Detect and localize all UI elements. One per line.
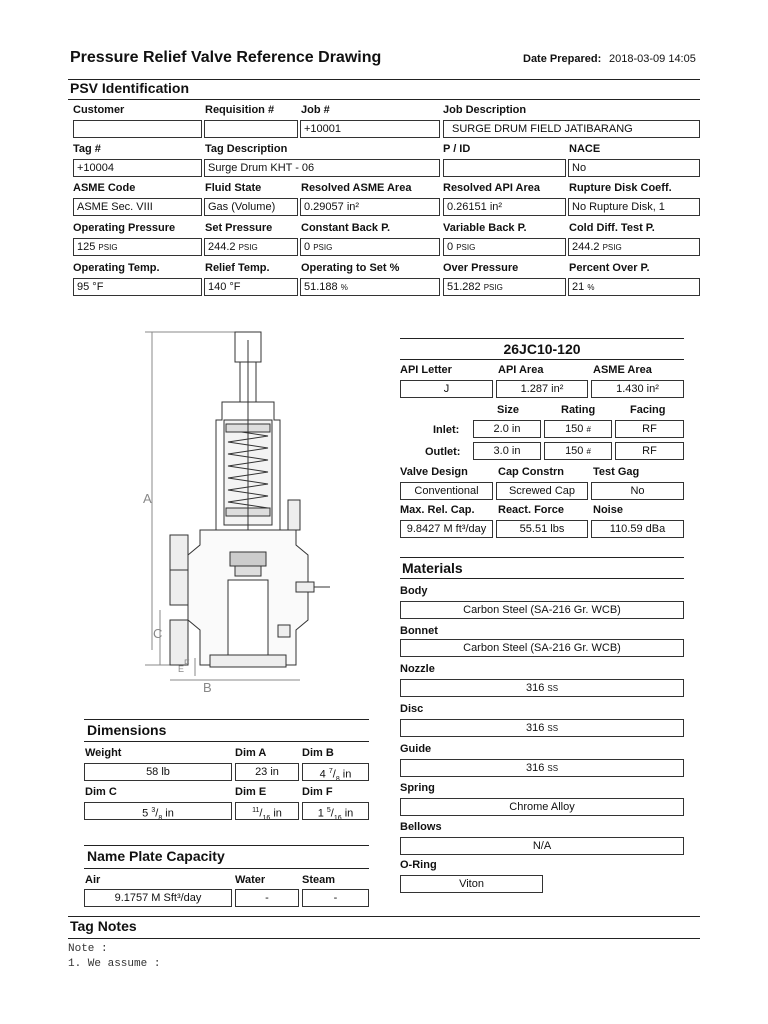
air-label: Air	[85, 874, 101, 886]
valve-drawing	[140, 320, 390, 700]
inlet-facing: RF	[615, 420, 684, 438]
job-description-label: Job Description	[443, 104, 527, 116]
divider	[84, 719, 369, 720]
over-pressure-field: 51.282 PSIG	[443, 278, 566, 296]
disc-label: Disc	[400, 703, 424, 715]
api-area-label: Resolved API Area	[443, 182, 541, 194]
weight-field: 58 lb	[84, 763, 232, 781]
divider	[400, 359, 684, 360]
fluid-state-field: Gas (Volume)	[204, 198, 298, 216]
oring-label: O-Ring	[400, 859, 437, 871]
weight-label: Weight	[85, 747, 122, 759]
dim-c-field: 5 $^3/_8$ in	[84, 802, 232, 820]
dim-f-marker: F	[184, 658, 190, 668]
test-gag-label: Test Gag	[593, 466, 640, 478]
cap-construction-label: Cap Constrn	[498, 466, 564, 478]
requisition-field	[204, 120, 298, 138]
valve-model: 26JC10-120	[503, 341, 581, 357]
constant-back-pressure-field: 0 PSIG	[300, 238, 440, 256]
dim-e-field: $^{11}/_{16}$ in	[235, 802, 299, 820]
inlet-size: 2.0 in	[473, 420, 541, 438]
set-pressure-field: 244.2 PSIG	[204, 238, 298, 256]
nameplate-title: Name Plate Capacity	[87, 848, 225, 864]
steam-label: Steam	[302, 874, 336, 886]
bonnet-material-field: Carbon Steel (SA-216 Gr. WCB)	[400, 639, 684, 657]
api-area-field-spec: 1.287 in²	[496, 380, 588, 398]
divider	[68, 916, 700, 917]
percent-over-field: 21 %	[568, 278, 700, 296]
dimensions-title: Dimensions	[87, 722, 167, 738]
disc-material-field: 316 SS	[400, 719, 684, 737]
noise-field: 110.59 dBa	[591, 520, 684, 538]
guide-label: Guide	[400, 743, 432, 755]
operating-pressure-field: 125 PSIG	[73, 238, 202, 256]
tag-description-field: Surge Drum KHT - 06	[204, 159, 440, 177]
operating-to-set-field: 51.188 %	[300, 278, 440, 296]
rupture-disk-field: No Rupture Disk, 1	[568, 198, 700, 216]
asme-area-spec-label: ASME Area	[593, 364, 652, 376]
divider	[400, 338, 684, 339]
bonnet-label: Bonnet	[400, 625, 438, 637]
body-label: Body	[400, 585, 428, 597]
air-capacity-field: 9.1757 M Sft³/day	[84, 889, 232, 907]
cold-diff-test-field: 244.2 PSIG	[568, 238, 700, 256]
dim-e-label: Dim E	[235, 786, 267, 798]
dim-a-field: 23 in	[235, 763, 299, 781]
relief-temp-field: 140 °F	[204, 278, 298, 296]
inlet-rating: 150 #	[544, 420, 612, 438]
note-line-2: 1. We assume :	[68, 958, 161, 970]
page-title: Pressure Relief Valve Reference Drawing	[70, 49, 382, 66]
requisition-label: Requisition #	[205, 104, 275, 116]
pid-field	[443, 159, 566, 177]
materials-title: Materials	[402, 560, 463, 576]
bellows-material-field: N/A	[400, 837, 684, 855]
date-value: 2018-03-09 14:05	[609, 53, 696, 65]
tag-description-label: Tag Description	[205, 143, 288, 155]
rating-label: Rating	[561, 404, 596, 416]
reaction-force-label: React. Force	[498, 504, 565, 516]
job-description-field: SURGE DRUM FIELD JATIBARANG	[443, 120, 700, 138]
spring-label: Spring	[400, 782, 435, 794]
divider	[84, 741, 369, 742]
nozzle-label: Nozzle	[400, 663, 435, 675]
nozzle-material-field: 316 SS	[400, 679, 684, 697]
pid-label: P / ID	[443, 143, 471, 155]
note-line-1: Note :	[68, 943, 108, 955]
variable-back-pressure-field: 0 PSIG	[443, 238, 566, 256]
dim-f-field: 1 $^5/_{16}$ in	[302, 802, 369, 820]
guide-material-field: 316 SS	[400, 759, 684, 777]
psv-section-title: PSV Identification	[70, 80, 190, 96]
dim-f-label: Dim F	[302, 786, 333, 798]
percent-over-label: Percent Over P.	[569, 262, 650, 274]
oring-material-field: Viton	[400, 875, 543, 893]
job-field: +10001	[300, 120, 440, 138]
test-gag-field: No	[591, 482, 684, 500]
api-letter-field: J	[400, 380, 493, 398]
body-material-field: Carbon Steel (SA-216 Gr. WCB)	[400, 601, 684, 619]
divider	[84, 845, 369, 846]
api-area-spec-label: API Area	[498, 364, 544, 376]
asme-code-field: ASME Sec. VIII	[73, 198, 202, 216]
fluid-state-label: Fluid State	[205, 182, 262, 194]
api-letter-label: API Letter	[400, 364, 452, 376]
divider	[400, 578, 684, 579]
customer-field	[73, 120, 202, 138]
asme-code-label: ASME Code	[73, 182, 136, 194]
customer-label: Customer	[73, 104, 125, 116]
dim-c-marker: C	[153, 626, 163, 641]
valve-design-label: Valve Design	[400, 466, 468, 478]
max-capacity-field: 9.8427 M ft³/day	[400, 520, 493, 538]
divider	[68, 99, 700, 100]
operating-temp-label: Operating Temp.	[73, 262, 160, 274]
variable-back-pressure-label: Variable Back P.	[443, 222, 527, 234]
water-label: Water	[235, 874, 266, 886]
set-pressure-label: Set Pressure	[205, 222, 273, 234]
valve-design-field: Conventional	[400, 482, 493, 500]
constant-back-pressure-label: Constant Back P.	[301, 222, 391, 234]
outlet-size: 3.0 in	[473, 442, 541, 460]
asme-area-label: Resolved ASME Area	[301, 182, 412, 194]
water-capacity-field: -	[235, 889, 299, 907]
operating-temp-field: 95 °F	[73, 278, 202, 296]
size-label: Size	[497, 404, 520, 416]
dim-e-marker: E	[178, 664, 185, 674]
relief-temp-label: Relief Temp.	[205, 262, 270, 274]
api-area-field: 0.26151 in²	[443, 198, 566, 216]
nace-label: NACE	[569, 143, 601, 155]
noise-label: Noise	[593, 504, 623, 516]
over-pressure-label: Over Pressure	[443, 262, 519, 274]
max-capacity-label: Max. Rel. Cap.	[400, 504, 475, 516]
divider	[400, 557, 684, 558]
tag-notes-title: Tag Notes	[70, 918, 137, 934]
outlet-facing: RF	[615, 442, 684, 460]
operating-pressure-label: Operating Pressure	[73, 222, 176, 234]
divider	[68, 938, 700, 939]
dim-b-label: Dim B	[302, 747, 334, 759]
spring-material-field: Chrome Alloy	[400, 798, 684, 816]
divider	[84, 868, 369, 869]
tag-label: Tag #	[73, 143, 101, 155]
bellows-label: Bellows	[400, 821, 442, 833]
dim-c-label: Dim C	[85, 786, 117, 798]
tag-field: +10004	[73, 159, 202, 177]
cap-construction-field: Screwed Cap	[496, 482, 588, 500]
outlet-rating: 150 #	[544, 442, 612, 460]
inlet-label: Inlet:	[433, 424, 460, 436]
reaction-force-field: 55.51 lbs	[496, 520, 588, 538]
steam-capacity-field: -	[302, 889, 369, 907]
dim-b-field: 4 $^7/_8$ in	[302, 763, 369, 781]
facing-label: Facing	[630, 404, 666, 416]
operating-to-set-label: Operating to Set %	[301, 262, 400, 274]
date-label: Date Prepared:	[523, 53, 602, 65]
outlet-label: Outlet:	[425, 446, 461, 458]
cold-diff-test-label: Cold Diff. Test P.	[569, 222, 655, 234]
nace-field: No	[568, 159, 700, 177]
dim-b-marker: B	[203, 680, 212, 695]
dim-a-label: Dim A	[235, 747, 267, 759]
dim-a-marker: A	[143, 491, 152, 506]
asme-area-field: 0.29057 in²	[300, 198, 440, 216]
rupture-disk-label: Rupture Disk Coeff.	[569, 182, 672, 194]
asme-area-field-spec: 1.430 in²	[591, 380, 684, 398]
job-label: Job #	[301, 104, 330, 116]
